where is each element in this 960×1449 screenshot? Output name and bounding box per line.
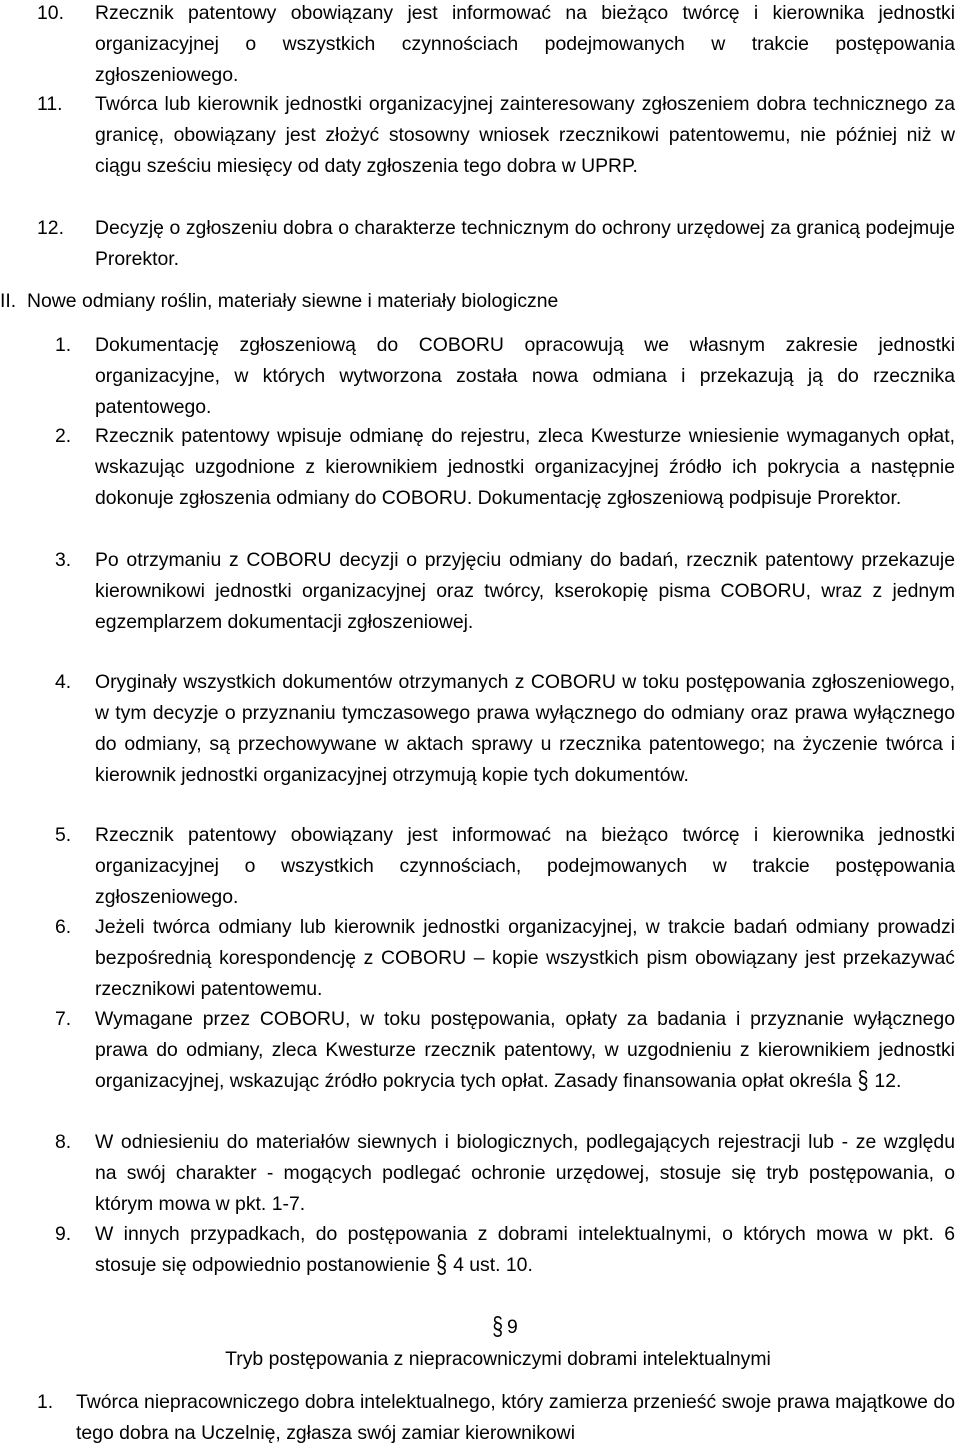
item-text: Jeżeli twórca odmiany lub kierownik jednostki organizacyjnej, w trakcie badań odmiany prowadzi bezpośrednią korespondencję z COBORU – kopie wszystkich pism obowiązany jest przekazywać rzecznikowi patentowemu. [95,916,955,1000]
section-number: II. [0,290,17,312]
item-text: Oryginały wszystkich dokumentów otrzymanych z COBORU w toku postępowania zgłoszeniowego, w tym decyzje o przyznaniu tymczasowego prawa wyłącznego do odmiany oraz prawa wyłącznego do odmiany, są przechowywane w aktach sprawy u rzecznika patentowego; na życzenie twórca i kierownik jednostki organizacyjnej otrzymują kopie tych dokumentów. [95,671,955,786]
item-number: 3. [55,549,72,571]
section-sign: § [436,1249,448,1280]
item-text: Decyzję o zgłoszeniu dobra o charakterze technicznym do ochrony urzędowej za granicą podejmuje Prorektor. [95,217,955,270]
list-item-3 [0,545,955,638]
item-text: Rzecznik patentowy wpisuje odmianę do rejestru, zleca Kwesturze wniesienie wymaganych opłat, wskazując uzgodnione z kierownikiem jednostki organizacyjnej źródło ich pokrycia a następnie dokonuje zgłoszenia odmiany do COBORU. Dokumentację zgłoszeniową podpisuje Prorektor. [95,425,955,509]
item-number: 12. [37,217,64,239]
item-text: Po otrzymaniu z COBORU decyzji o przyjęciu odmiany do badań, rzecznik patentowy przekazuje kierownikowi jednostki organizacyjnej oraz twórcy, kserokopię pisma COBORU, wraz z jednym egzemplarzem dokumentacji zgłoszeniowej. [95,549,955,633]
item-number: 1. [37,1391,54,1413]
item-number: 9. [55,1223,72,1245]
list-item-7 [0,1004,955,1097]
item-text-ref: 4 ust. 10. [453,1254,533,1276]
item-number: 4. [55,671,72,693]
list-item-1 [0,330,955,423]
item-text: Twórca niepracowniczego dobra intelektualnego, który zamierza przenieść swoje prawa majątkowe do tego dobra na Uczelnię, zgłasza swój zamiar kierownikowi [76,1391,955,1444]
item-text-main: Wymagane przez COBORU, w toku postępowania, opłaty za badania i przyznanie wyłącznego prawa do odmiany, zleca Kwesturze rzecznik patentowy, w uzgodnieniu z kierownikiem jednostki organizacyjnej, wskazując źródło pokrycia tych opłat. Zasady finansowania opłat określa [95,1008,955,1092]
list-item-5 [0,820,955,913]
list-item-11 [0,89,955,182]
list-item-8 [0,1127,955,1220]
item-number: 7. [55,1008,72,1030]
item-number: 2. [55,425,72,447]
paragraph-number-value: 9 [507,1316,518,1338]
list-item-2 [0,421,955,514]
item-text: Twórca lub kierownik jednostki organizacyjnej zainteresowany zgłoszeniem dobra technicznego za granicę, obowiązany jest złożyć stosowny wniosek rzecznikowi patentowemu, nie później niż w ciągu sześciu miesięcy od daty zgłoszenia tego dobra w UPRP. [95,93,955,177]
list-item-9 [0,1219,955,1281]
item-text: Rzecznik patentowy obowiązany jest informować na bieżąco twórcę i kierownika jednostki organizacyjnej o wszystkich czynnościach podejmowanych w trakcie postępowania zgłoszeniowego. [95,2,955,86]
section-heading-ii [0,286,558,317]
list-item-10 [0,0,955,91]
list-item-12 [0,213,955,275]
item-number: 5. [55,824,72,846]
section-sign: § [492,1311,503,1342]
paragraph-number [0,1312,960,1343]
item-number: 8. [55,1131,72,1153]
list-item-6 [0,912,955,1005]
item-text: W odniesieniu do materiałów siewnych i biologicznych, podlegających rejestracji lub - ze względu na swój charakter - mogących podlegać ochronie urzędowej, stosuje się tryb postępowania, o którym mowa w pkt. 1-7. [95,1131,955,1215]
list-item-4 [0,667,955,791]
section-sign: § [857,1065,869,1096]
list-item-bottom-1 [0,1387,955,1449]
item-text-main: W innych przypadkach, do postępowania z dobrami intelektualnymi, o których mowa w pkt. 6 stosuje się odpowiednio postanowienie [95,1223,955,1276]
item-text [95,1004,955,1097]
paragraph-title: Tryb postępowania z niepracowniczymi dobrami intelektualnymi [225,1348,771,1370]
item-number: 1. [55,334,72,356]
item-text-ref: 12. [874,1070,902,1092]
section-title: Nowe odmiany roślin, materiały siewne i materiały biologiczne [27,290,559,312]
item-text: Rzecznik patentowy obowiązany jest informować na bieżąco twórcę i kierownika jednostki organizacyjnej o wszystkich czynnościach, podejmowanych w trakcie postępowania zgłoszeniowego. [95,824,955,908]
item-number: 6. [55,916,72,938]
item-text: Dokumentację zgłoszeniową do COBORU opracowują we własnym zakresie jednostki organizacyjne, w których wytworzona została nowa odmiana i przekazują ją do rzecznika patentowego. [95,334,955,418]
item-number: 10. [37,2,64,24]
item-number: 11. [37,93,63,115]
item-text [95,1219,955,1281]
